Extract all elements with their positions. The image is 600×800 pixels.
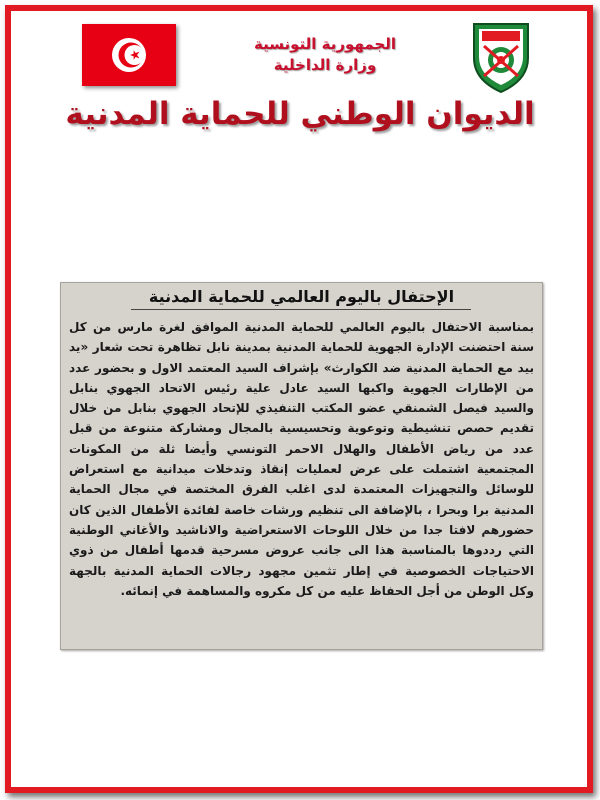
- newspaper-clipping: [60, 282, 543, 650]
- tunisia-flag-icon: [82, 24, 176, 86]
- republic-name: الجمهورية التونسية: [254, 35, 396, 53]
- page-title: الديوان الوطني للحماية المدنية: [65, 96, 535, 132]
- article-body: [69, 317, 534, 601]
- article-title: الإحتفال باليوم العالمي للحماية المدنية: [148, 287, 455, 306]
- title-underline: [131, 309, 471, 310]
- article-paragraph: بمناسبة الاحتفال باليوم العالمي للحماية المدنية الموافق لغرة مارس من كل سنة احتضنت الإدارة الجهوية للحماية المدنية بمدينة نابل تظاهرة تحت شعار «يد بيد مع الحماية المدنية ضد الكوارث» بإشراف السيد المعتمد الاول و بحضور عدد من الإطارات الجهوية واكبها السيد عادل علية رئيس الاتحاد الجهوي بنابل والسيد فيصل الشمنقي عضو المكتب التنفيذي للإتحاد الجهوي بنابل من خلال تقديم حصص تنشيطية وتوعوية وتحسيسية بالمجال ومشاركة متنوعة من قبل عدد من رياض الأطفال والهلال الاحمر التونسي وأيضا ثلة من المكونات المجتمعية اشتملت على عرض لعمليات إنقاذ وتدخلات ميدانية مع استعراض للوسائل والتجهيزات المعتمدة لدى اغلب الفرق المختصة في مجال الحماية المدنية برا وبحرا ، بالإضافة الى تنظيم ورشات خاصة لفائدة الأطفال الذين كان حضورهم لافتا جدا من خلال اللوحات الاستعراضية والاناشيد والأغاني الوطنية التي رددوها بالمناسبة هذا الى جانب عروض مسرحية قدمها أطفال من ذوي الاحتياجات الخصوصية في إطار تثمين مجهود رجالات الحماية المدنية بالجهة وكل الوطن من أجل الحفاظ عليه من كل مكروه والمساهمة في إنمائه.: [69, 320, 534, 598]
- header-text: [230, 34, 420, 76]
- civil-protection-emblem-icon: [470, 18, 532, 94]
- ministry-name: وزارة الداخلية: [273, 56, 377, 74]
